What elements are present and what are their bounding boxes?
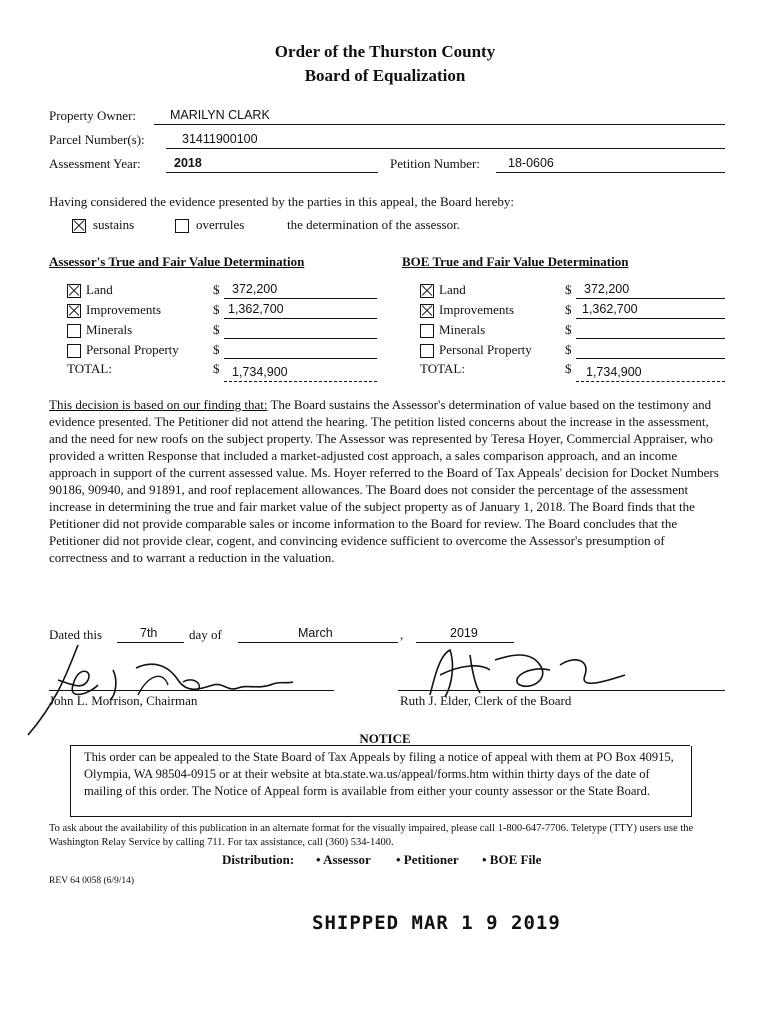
owner-label: Property Owner: [49, 108, 137, 123]
accessibility-note: To ask about the availability of this publication in an alternate format for the visually impaired, please call 1-800-647-7706. Teletype (TTY) users use the Washington Relay Service by calling 711. For tax assistance, call (360) 534-1400. [49, 823, 694, 848]
assessor-total-value: 1,734,900 [232, 365, 288, 379]
assessor-personal-checkbox[interactable] [67, 344, 81, 358]
overrules-checkbox[interactable] [175, 219, 189, 233]
assessor-total-label: TOTAL: [67, 361, 112, 376]
assessor-personal-currency: $ [213, 342, 220, 357]
boe-minerals-line [576, 338, 725, 339]
assessor-improvements-line [224, 318, 377, 319]
day-of-label: day of [189, 627, 222, 642]
assessor-minerals-line [224, 338, 377, 339]
dated-comma: , [400, 627, 404, 642]
page-title-line1: Order of the Thurston County [274, 42, 496, 61]
boe-personal-currency: $ [565, 342, 572, 357]
assessor-improvements-currency: $ [213, 302, 220, 317]
distribution-assessor: • Assessor [316, 852, 371, 867]
boe-personal-checkbox[interactable] [420, 344, 434, 358]
determination-intro: Having considered the evidence presented by the parties in this appeal, the Board hereby: [49, 194, 514, 209]
determination-trailing: the determination of the assessor. [287, 217, 460, 232]
boe-personal-label: Personal Property [439, 342, 532, 357]
boe-total-label: TOTAL: [420, 361, 465, 376]
parcel-label: Parcel Number(s): [49, 132, 145, 147]
clerk-name: Ruth J. Elder, Clerk of the Board [400, 693, 572, 708]
boe-land-value: 372,200 [584, 282, 630, 296]
owner-line [154, 124, 725, 125]
assessor-total-currency: $ [213, 361, 220, 376]
assessor-personal-line [224, 358, 377, 359]
form-number: REV 64 0058 (6/9/14) [49, 876, 135, 886]
boe-total-line [576, 381, 725, 382]
assessor-heading: Assessor's True and Fair Value Determination [49, 254, 305, 269]
dated-year-value: 2019 [450, 626, 478, 640]
decision-lead: This decision is based on our finding that: [49, 397, 268, 412]
page-title-line2: Board of Equalization [304, 66, 466, 85]
assessor-minerals-currency: $ [213, 322, 220, 337]
boe-improvements-line [576, 318, 725, 319]
boe-improvements-currency: $ [565, 302, 572, 317]
boe-improvements-label: Improvements [439, 302, 515, 317]
boe-land-checkbox[interactable] [420, 284, 434, 298]
decision-body: The Board sustains the Assessor's determination of value based on the testimony and evidence presented. The Petitioner did not attend the hearing. The petition listed concerns about the increase in the assessment, and the need for new roofs on the subject property. The Assessor was represented by Teresa Hoyer, Commercial Appraiser, who provided a written Response that included a market-adjusted cost approach, a sales comparison approach, and an income approach in support of the current assessed value. Ms. Hoyer referred to the Board of Tax Appeals' decision for Docket Numbers 90186, 90940, and 91891, and roof replacement allowances. The Board does not consider the percentage of the assessment increase in determining the true and fair market value of the subject property as of January 1, 2018. The Board finds that the Petitioner did not provide comparable sales or income information to the Board for review. The Board concludes that the Petitioner did not provide clear, cogent, and convincing evidence sufficient to overcome the Assessor's presumption of correctness and to warrant a reduction in the valuation. [49, 397, 719, 565]
assessor-land-value: 372,200 [232, 282, 278, 296]
clerk-signature-line [398, 690, 725, 691]
assessor-land-currency: $ [213, 282, 220, 297]
distribution-petitioner: • Petitioner [396, 852, 459, 867]
petition-line [496, 172, 725, 173]
boe-land-currency: $ [565, 282, 572, 297]
shipped-stamp: SHIPPED MAR 1 9 2019 [312, 912, 561, 934]
boe-personal-line [576, 358, 725, 359]
boe-minerals-label: Minerals [439, 322, 486, 337]
boe-improvements-checkbox[interactable] [420, 304, 434, 318]
decision-paragraph [49, 396, 719, 566]
assessor-minerals-label: Minerals [86, 322, 133, 337]
boe-land-line [576, 298, 725, 299]
boe-minerals-checkbox[interactable] [420, 324, 434, 338]
overrules-label: overrules [196, 217, 245, 232]
sustains-label: sustains [93, 217, 135, 232]
sustains-checkbox[interactable] [72, 219, 86, 233]
assessor-land-label: Land [86, 282, 113, 297]
dated-label: Dated this [49, 627, 103, 642]
petition-value: 18-0606 [508, 156, 554, 170]
assessor-total-line [224, 381, 377, 382]
distribution-label: Distribution: [222, 852, 295, 867]
notice-body: This order can be appealed to the State Board of Tax Appeals by filing a notice of appeal with them at PO Box 40915, Olympia, WA 98504-0915 or at their website at bta.state.wa.us/appeal/forms.htm within thirty days of the date of mailing of this order. The Notice of Appeal form is available from either your county assessor or the State Board. [84, 750, 674, 798]
chairman-signature-line [49, 690, 334, 691]
year-value: 2018 [174, 156, 202, 170]
assessor-improvements-checkbox[interactable] [67, 304, 81, 318]
notice-top-line [70, 745, 690, 746]
parcel-value: 31411900100 [182, 132, 258, 146]
boe-minerals-currency: $ [565, 322, 572, 337]
boe-total-currency: $ [565, 361, 572, 376]
chairman-name: John L. Morrison, Chairman [49, 693, 198, 708]
notice-heading: NOTICE [359, 731, 411, 746]
assessor-improvements-label: Improvements [86, 302, 162, 317]
parcel-line [166, 148, 725, 149]
boe-heading: BOE True and Fair Value Determination [402, 254, 629, 269]
boe-total-value: 1,734,900 [586, 365, 642, 379]
assessor-personal-label: Personal Property [86, 342, 179, 357]
assessor-land-checkbox[interactable] [67, 284, 81, 298]
petition-label: Petition Number: [390, 156, 480, 171]
dated-month-value: March [298, 626, 333, 640]
boe-improvements-value: 1,362,700 [582, 302, 638, 316]
distribution-boe: • BOE File [482, 852, 542, 867]
year-line [166, 172, 378, 173]
assessor-land-line [224, 298, 377, 299]
dated-day-value: 7th [140, 626, 158, 640]
assessor-minerals-checkbox[interactable] [67, 324, 81, 338]
assessor-improvements-value: 1,362,700 [228, 302, 284, 316]
owner-value: MARILYN CLARK [170, 108, 270, 122]
boe-land-label: Land [439, 282, 466, 297]
year-label: Assessment Year: [49, 156, 141, 171]
